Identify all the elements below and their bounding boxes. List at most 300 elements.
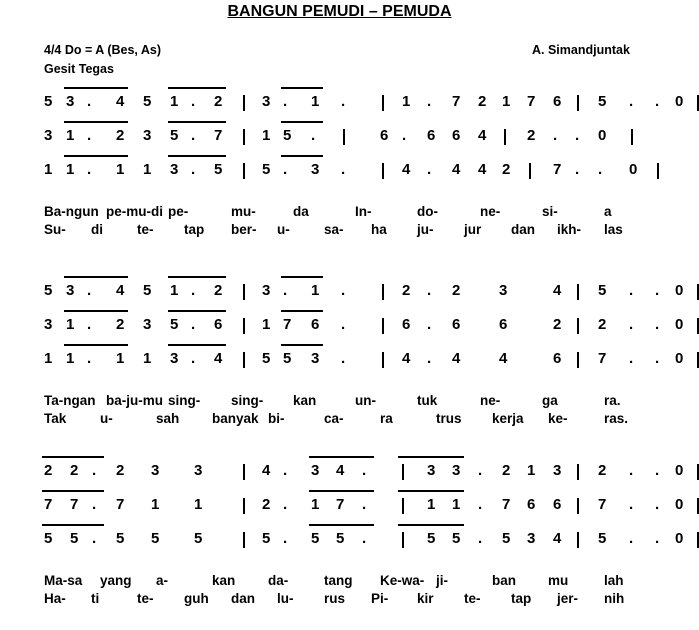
note: 0 bbox=[675, 350, 684, 367]
note: 3 bbox=[194, 462, 203, 479]
duration-dot: . bbox=[629, 350, 634, 367]
lyric-line bbox=[44, 573, 664, 593]
note: 5 bbox=[151, 530, 160, 547]
note: 4 bbox=[499, 350, 508, 367]
note: 7 bbox=[553, 161, 562, 178]
lyric-syllable: sah bbox=[156, 411, 180, 426]
barline bbox=[577, 284, 579, 300]
note: 1 bbox=[116, 350, 125, 367]
lyric-syllable: bi- bbox=[268, 411, 285, 426]
lyric-syllable: si- bbox=[542, 204, 558, 219]
note: 7 bbox=[116, 496, 125, 513]
note: 5 bbox=[143, 282, 152, 299]
note: 7 bbox=[336, 496, 345, 513]
note: 1 bbox=[262, 316, 271, 333]
lyric-line bbox=[44, 393, 664, 413]
lyric-syllable: pe-mu-di bbox=[106, 204, 163, 219]
note: 1 bbox=[311, 93, 320, 110]
note: 3 bbox=[44, 127, 53, 144]
note: 5 bbox=[44, 282, 53, 299]
lyric-line bbox=[44, 222, 664, 242]
note: 4 bbox=[452, 161, 461, 178]
duration-dot: . bbox=[629, 316, 634, 333]
composer: A. Simandjuntak bbox=[532, 43, 630, 57]
note: 2 bbox=[402, 282, 411, 299]
lyric-syllable: dan bbox=[231, 591, 256, 606]
lyric-syllable: lu- bbox=[277, 591, 294, 606]
lyric-syllable: da bbox=[293, 204, 309, 219]
duration-dot: . bbox=[427, 350, 432, 367]
lyric-syllable: di bbox=[91, 222, 103, 237]
beam-line bbox=[281, 276, 323, 278]
lyric-syllable: lah bbox=[604, 573, 624, 588]
beam-line bbox=[281, 121, 323, 123]
note: 3 bbox=[44, 316, 53, 333]
duration-dot: . bbox=[629, 93, 634, 110]
note: 3 bbox=[311, 161, 320, 178]
duration-dot: . bbox=[341, 93, 346, 110]
lyric-syllable: da- bbox=[268, 573, 289, 588]
note: 1 bbox=[66, 350, 75, 367]
lyric-syllable: Tak bbox=[44, 411, 67, 426]
lyric-syllable: Pi- bbox=[371, 591, 389, 606]
notation-line bbox=[0, 496, 684, 516]
lyric-syllable: Ma-sa bbox=[44, 573, 83, 588]
lyric-syllable: rus bbox=[324, 591, 346, 606]
lyric-syllable: tuk bbox=[417, 393, 438, 408]
note: 6 bbox=[527, 496, 536, 513]
note: 2 bbox=[553, 316, 562, 333]
notation-line bbox=[0, 93, 684, 113]
note: 7 bbox=[598, 496, 607, 513]
note: 5 bbox=[70, 530, 79, 547]
barline bbox=[382, 95, 384, 111]
beam-line bbox=[168, 155, 226, 157]
note: 2 bbox=[598, 316, 607, 333]
note: 4 bbox=[336, 462, 345, 479]
note: 5 bbox=[311, 530, 320, 547]
duration-dot: . bbox=[575, 127, 580, 144]
barline bbox=[577, 318, 579, 334]
duration-dot: . bbox=[87, 161, 92, 178]
note: 4 bbox=[478, 161, 487, 178]
lyric-syllable: Ba-ngun bbox=[44, 204, 99, 219]
duration-dot: . bbox=[427, 316, 432, 333]
note: 2 bbox=[214, 282, 223, 299]
duration-dot: . bbox=[362, 462, 367, 479]
lyric-syllable: ikh- bbox=[557, 222, 582, 237]
note: 1 bbox=[194, 496, 203, 513]
note: 1 bbox=[311, 282, 320, 299]
duration-dot: . bbox=[87, 127, 92, 144]
duration-dot: . bbox=[362, 496, 367, 513]
lyric-line bbox=[44, 411, 664, 431]
lyric-syllable: las bbox=[604, 222, 623, 237]
lyric-syllable: ha bbox=[371, 222, 387, 237]
duration-dot: . bbox=[341, 350, 346, 367]
barline bbox=[243, 95, 245, 111]
note: 3 bbox=[499, 282, 508, 299]
note: 4 bbox=[262, 462, 271, 479]
note: 1 bbox=[427, 496, 436, 513]
duration-dot: . bbox=[283, 161, 288, 178]
beam-line bbox=[64, 121, 128, 123]
barline bbox=[402, 464, 404, 480]
duration-dot: . bbox=[478, 462, 483, 479]
duration-dot: . bbox=[427, 93, 432, 110]
duration-dot: . bbox=[283, 462, 288, 479]
note: 2 bbox=[116, 127, 125, 144]
lyric-syllable: u- bbox=[100, 411, 113, 426]
lyric-syllable: do- bbox=[417, 204, 438, 219]
duration-dot: . bbox=[341, 282, 346, 299]
note: 1 bbox=[44, 161, 53, 178]
note: 3 bbox=[553, 462, 562, 479]
note: 7 bbox=[598, 350, 607, 367]
duration-dot: . bbox=[92, 496, 97, 513]
duration-dot: . bbox=[478, 496, 483, 513]
beam-line bbox=[42, 490, 104, 492]
duration-dot: . bbox=[655, 462, 660, 479]
beam-line bbox=[168, 121, 226, 123]
note: 1 bbox=[151, 496, 160, 513]
duration-dot: . bbox=[598, 161, 603, 178]
note: 5 bbox=[283, 127, 292, 144]
duration-dot: . bbox=[283, 530, 288, 547]
lyric-syllable: sa- bbox=[324, 222, 344, 237]
duration-dot: . bbox=[575, 161, 580, 178]
note: 5 bbox=[502, 530, 511, 547]
lyric-syllable: tang bbox=[324, 573, 353, 588]
duration-dot: . bbox=[655, 496, 660, 513]
note: 2 bbox=[44, 462, 53, 479]
note: 1 bbox=[66, 127, 75, 144]
lyric-syllable: Ha- bbox=[44, 591, 66, 606]
barline bbox=[382, 284, 384, 300]
lyric-syllable: a- bbox=[156, 573, 169, 588]
note: 5 bbox=[336, 530, 345, 547]
note: 5 bbox=[116, 530, 125, 547]
lyric-line bbox=[44, 204, 664, 224]
lyric-syllable: te- bbox=[464, 591, 481, 606]
duration-dot: . bbox=[362, 530, 367, 547]
note: 0 bbox=[675, 530, 684, 547]
note: 3 bbox=[143, 127, 152, 144]
duration-dot: . bbox=[283, 93, 288, 110]
lyric-syllable: ke- bbox=[548, 411, 568, 426]
note: 4 bbox=[452, 350, 461, 367]
note: 5 bbox=[262, 530, 271, 547]
lyric-line bbox=[44, 591, 664, 611]
duration-dot: . bbox=[341, 316, 346, 333]
note: 5 bbox=[143, 93, 152, 110]
tempo-marking: Gesit Tegas bbox=[44, 62, 114, 76]
notation-line bbox=[0, 316, 684, 336]
lyric-syllable: pe- bbox=[168, 204, 189, 219]
duration-dot: . bbox=[553, 127, 558, 144]
barline bbox=[243, 284, 245, 300]
note: 6 bbox=[499, 316, 508, 333]
beam-line bbox=[168, 310, 226, 312]
lyric-syllable: jer- bbox=[557, 591, 579, 606]
note: 1 bbox=[143, 350, 152, 367]
lyric-syllable: guh bbox=[184, 591, 209, 606]
note: 6 bbox=[452, 127, 461, 144]
note: 2 bbox=[70, 462, 79, 479]
barline bbox=[243, 352, 245, 368]
note: 6 bbox=[452, 316, 461, 333]
note: 3 bbox=[452, 462, 461, 479]
note: 5 bbox=[598, 530, 607, 547]
note: 5 bbox=[452, 530, 461, 547]
note: 1 bbox=[44, 350, 53, 367]
duration-dot: . bbox=[191, 93, 196, 110]
beam-line bbox=[64, 155, 128, 157]
note: 3 bbox=[527, 530, 536, 547]
note: 1 bbox=[66, 161, 75, 178]
beam-line bbox=[64, 276, 128, 278]
duration-dot: . bbox=[655, 530, 660, 547]
note: 5 bbox=[44, 530, 53, 547]
lyric-syllable: ti bbox=[91, 591, 100, 606]
beam-line bbox=[398, 456, 464, 458]
duration-dot: . bbox=[283, 496, 288, 513]
duration-dot: . bbox=[191, 161, 196, 178]
note: 3 bbox=[262, 93, 271, 110]
lyric-syllable: jur bbox=[464, 222, 482, 237]
duration-dot: . bbox=[655, 316, 660, 333]
lyric-syllable: Ta-ngan bbox=[44, 393, 96, 408]
barline bbox=[382, 163, 384, 179]
note: 0 bbox=[675, 316, 684, 333]
duration-dot: . bbox=[478, 530, 483, 547]
beam-line bbox=[281, 87, 323, 89]
barline bbox=[243, 318, 245, 334]
note: 2 bbox=[262, 496, 271, 513]
barline bbox=[577, 498, 579, 514]
note: 1 bbox=[262, 127, 271, 144]
duration-dot: . bbox=[629, 496, 634, 513]
duration-dot: . bbox=[191, 316, 196, 333]
note: 5 bbox=[44, 93, 53, 110]
duration-dot: . bbox=[311, 127, 316, 144]
note: 5 bbox=[262, 350, 271, 367]
note: 2 bbox=[116, 316, 125, 333]
note: 5 bbox=[194, 530, 203, 547]
duration-dot: . bbox=[92, 462, 97, 479]
beam-line bbox=[398, 524, 464, 526]
note: 7 bbox=[502, 496, 511, 513]
note: 6 bbox=[402, 316, 411, 333]
lyric-syllable: mu- bbox=[231, 204, 256, 219]
note: 4 bbox=[116, 282, 125, 299]
note: 1 bbox=[66, 316, 75, 333]
note: 1 bbox=[170, 282, 179, 299]
note: 5 bbox=[170, 127, 179, 144]
duration-dot: . bbox=[655, 93, 660, 110]
lyric-syllable: banyak bbox=[212, 411, 259, 426]
barline bbox=[402, 532, 404, 548]
lyric-syllable: u- bbox=[277, 222, 290, 237]
note: 5 bbox=[598, 282, 607, 299]
note: 2 bbox=[502, 462, 511, 479]
beam-line bbox=[42, 524, 104, 526]
barline bbox=[504, 129, 506, 145]
duration-dot: . bbox=[629, 282, 634, 299]
lyric-syllable: ne- bbox=[480, 204, 501, 219]
note: 7 bbox=[44, 496, 53, 513]
beam-line bbox=[64, 87, 128, 89]
lyric-syllable: ba-ju-mu bbox=[106, 393, 163, 408]
barline bbox=[243, 498, 245, 514]
lyric-syllable: tap bbox=[511, 591, 532, 606]
note: 4 bbox=[402, 161, 411, 178]
note: 3 bbox=[170, 350, 179, 367]
duration-dot: . bbox=[402, 127, 407, 144]
lyric-syllable: kir bbox=[417, 591, 434, 606]
lyric-syllable: sing- bbox=[168, 393, 201, 408]
notation-line bbox=[0, 350, 684, 370]
note: 1 bbox=[143, 161, 152, 178]
beam-line bbox=[42, 456, 104, 458]
note: 3 bbox=[143, 316, 152, 333]
lyric-syllable: te- bbox=[137, 591, 154, 606]
note: 5 bbox=[598, 93, 607, 110]
beam-line bbox=[64, 344, 128, 346]
lyric-syllable: ras. bbox=[604, 411, 629, 426]
note: 4 bbox=[553, 282, 562, 299]
duration-dot: . bbox=[87, 350, 92, 367]
note: 2 bbox=[598, 462, 607, 479]
note: 0 bbox=[675, 282, 684, 299]
lyric-syllable: ra bbox=[380, 411, 393, 426]
notation-line bbox=[0, 462, 684, 482]
beam-line bbox=[309, 456, 374, 458]
note: 7 bbox=[283, 316, 292, 333]
note: 7 bbox=[527, 93, 536, 110]
duration-dot: . bbox=[283, 282, 288, 299]
lyric-syllable: trus bbox=[436, 411, 462, 426]
key-signature: 4/4 Do = A (Bes, As) bbox=[44, 43, 162, 57]
duration-dot: . bbox=[191, 127, 196, 144]
lyric-syllable: In- bbox=[355, 204, 372, 219]
note: 6 bbox=[214, 316, 223, 333]
note: 4 bbox=[478, 127, 487, 144]
note: 0 bbox=[675, 93, 684, 110]
note: 1 bbox=[452, 496, 461, 513]
note: 0 bbox=[598, 127, 607, 144]
lyric-syllable: un- bbox=[355, 393, 376, 408]
barline bbox=[243, 532, 245, 548]
beam-line bbox=[281, 344, 323, 346]
lyric-syllable: ji- bbox=[436, 573, 448, 588]
note: 5 bbox=[262, 161, 271, 178]
song-title: BANGUN PEMUDI – PEMUDA bbox=[227, 3, 452, 20]
barline bbox=[631, 129, 633, 145]
note: 0 bbox=[675, 496, 684, 513]
note: 2 bbox=[214, 93, 223, 110]
lyric-syllable: te- bbox=[137, 222, 154, 237]
barline bbox=[529, 163, 531, 179]
lyric-syllable: ca- bbox=[324, 411, 344, 426]
lyric-syllable: tap bbox=[184, 222, 205, 237]
note: 3 bbox=[151, 462, 160, 479]
duration-dot: . bbox=[87, 93, 92, 110]
barline bbox=[343, 129, 345, 145]
duration-dot: . bbox=[427, 282, 432, 299]
lyric-syllable: ban bbox=[492, 573, 517, 588]
note: 3 bbox=[170, 161, 179, 178]
note: 7 bbox=[452, 93, 461, 110]
lyric-syllable: Ke-wa- bbox=[380, 573, 425, 588]
lyric-syllable: ber- bbox=[231, 222, 257, 237]
notation-line bbox=[0, 530, 684, 550]
note: 2 bbox=[527, 127, 536, 144]
note: 5 bbox=[283, 350, 292, 367]
duration-dot: . bbox=[87, 282, 92, 299]
note: 0 bbox=[629, 161, 638, 178]
lyric-syllable: yang bbox=[100, 573, 132, 588]
duration-dot: . bbox=[427, 161, 432, 178]
barline bbox=[243, 464, 245, 480]
note: 3 bbox=[262, 282, 271, 299]
duration-dot: . bbox=[655, 282, 660, 299]
beam-line bbox=[168, 344, 226, 346]
note: 6 bbox=[380, 127, 389, 144]
duration-dot: . bbox=[191, 282, 196, 299]
note: 2 bbox=[452, 282, 461, 299]
note: 6 bbox=[553, 93, 562, 110]
barline bbox=[243, 129, 245, 145]
barline bbox=[577, 464, 579, 480]
note: 1 bbox=[502, 93, 511, 110]
lyric-syllable: sing- bbox=[231, 393, 264, 408]
beam-line bbox=[281, 310, 323, 312]
beam-line bbox=[309, 490, 374, 492]
note: 3 bbox=[66, 282, 75, 299]
duration-dot: . bbox=[341, 161, 346, 178]
lyric-syllable: kerja bbox=[492, 411, 524, 426]
duration-dot: . bbox=[191, 350, 196, 367]
beam-line bbox=[309, 524, 374, 526]
note: 4 bbox=[402, 350, 411, 367]
note: 1 bbox=[311, 496, 320, 513]
duration-dot: . bbox=[629, 530, 634, 547]
duration-dot: . bbox=[629, 462, 634, 479]
barline bbox=[243, 163, 245, 179]
note: 6 bbox=[553, 496, 562, 513]
barline bbox=[382, 352, 384, 368]
barline bbox=[577, 352, 579, 368]
note: 1 bbox=[170, 93, 179, 110]
lyric-syllable: kan bbox=[212, 573, 236, 588]
lyric-syllable: nih bbox=[604, 591, 625, 606]
note: 7 bbox=[70, 496, 79, 513]
note: 2 bbox=[502, 161, 511, 178]
lyric-syllable: ga bbox=[542, 393, 558, 408]
note: 5 bbox=[427, 530, 436, 547]
lyric-syllable: a bbox=[604, 204, 612, 219]
lyric-syllable: ra. bbox=[604, 393, 621, 408]
note: 3 bbox=[311, 350, 320, 367]
notation-line bbox=[0, 127, 679, 147]
note: 4 bbox=[116, 93, 125, 110]
note: 2 bbox=[116, 462, 125, 479]
note: 6 bbox=[311, 316, 320, 333]
barline bbox=[382, 318, 384, 334]
note: 6 bbox=[427, 127, 436, 144]
note: 1 bbox=[116, 161, 125, 178]
